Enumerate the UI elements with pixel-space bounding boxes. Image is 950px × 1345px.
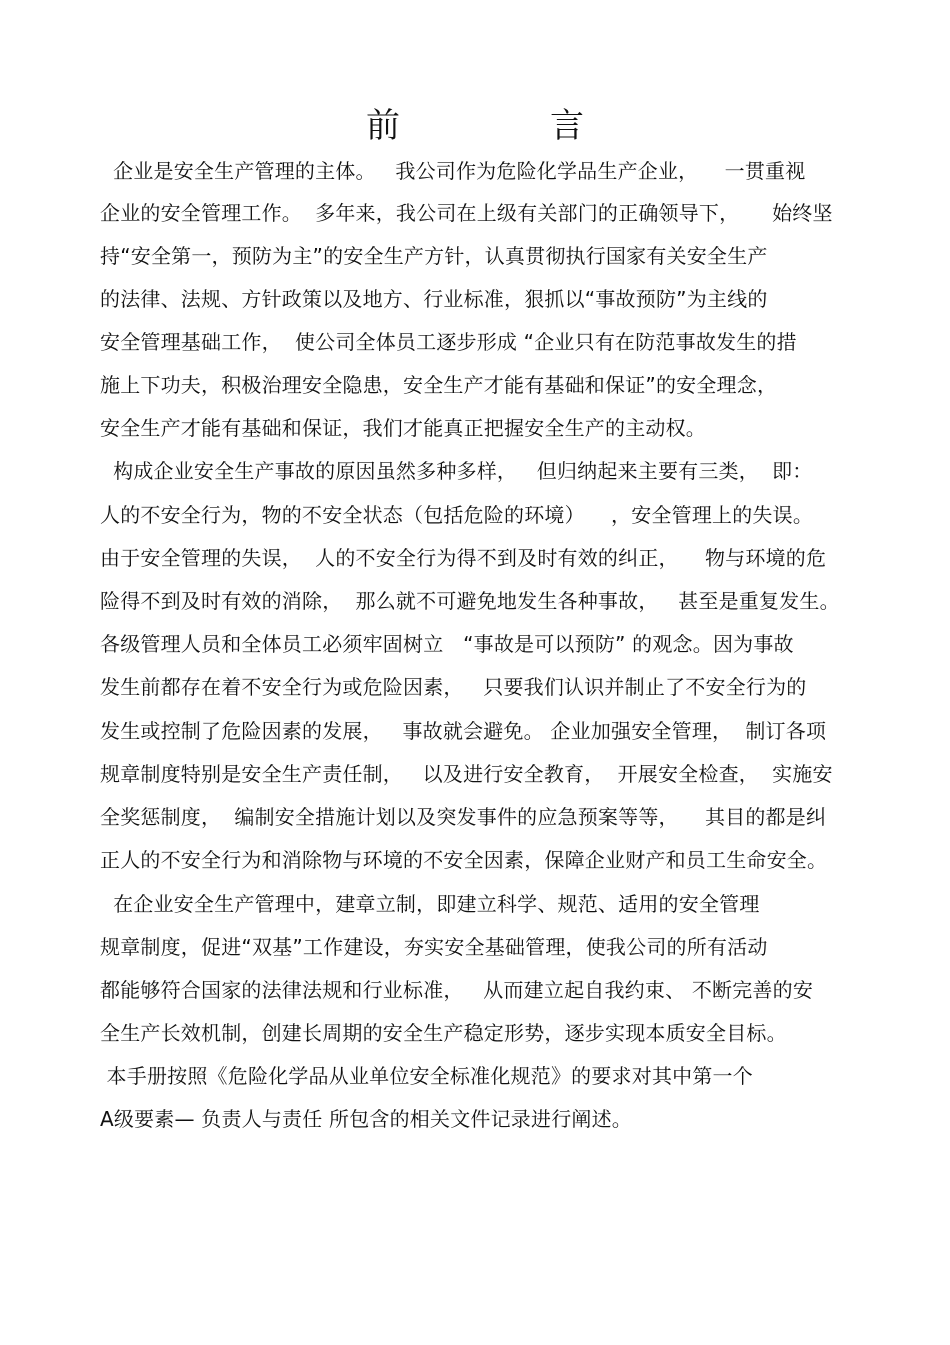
paragraph-line: 企业是安全生产管理的主体。 我公司作为危险化学品生产企业， 一贯重视 xyxy=(100,159,806,183)
paragraph-line: 人的不安全行为，物的不安全状态（包括危险的环境） ，安全管理上的失误。 xyxy=(100,503,814,527)
paragraph-line: 安全生产才能有基础和保证，我们才能真正把握安全生产的主动权。 xyxy=(100,416,706,440)
paragraph-line: 由于安全管理的失误， 人的不安全行为得不到及时有效的纠正， 物与环境的危 xyxy=(100,546,827,570)
paragraph-line: 全生产长效机制，创建长周期的安全生产稳定形势，逐步实现本质安全目标。 xyxy=(100,1021,787,1045)
paragraph-line: 本手册按照《危险化学品从业单位安全标准化规范》的要求对其中第一个 xyxy=(100,1064,753,1088)
paragraph-line: 发生前都存在着不安全行为或危险因素， 只要我们认识并制止了不安全行为的 xyxy=(100,675,807,699)
paragraph-line: 安全管理基础工作， 使公司全体员工逐步形成 “企业只有在防范事故发生的措 xyxy=(100,330,797,354)
paragraph-line: 企业的安全管理工作。 多年来，我公司在上级有关部门的正确领导下， 始终坚 xyxy=(100,201,833,225)
paragraph-line: A级要素— 负责人与责任 所包含的相关文件记录进行阐述。 xyxy=(100,1107,632,1131)
paragraph-line: 施上下功夫，积极治理安全隐患，安全生产才能有基础和保证”的安全理念， xyxy=(100,373,778,397)
paragraph-line: 发生或控制了危险因素的发展， 事故就会避免。 企业加强安全管理， 制订各项 xyxy=(100,719,827,743)
paragraph-line: 的法律、法规、方针政策以及地方、行业标准，狠抓以“事故预防”为主线的 xyxy=(100,287,768,311)
paragraph-line: 全奖惩制度， 编制安全措施计划以及突发事件的应急预案等等， 其目的都是纠 xyxy=(100,805,827,829)
paragraph-line: 险得不到及时有效的消除， 那么就不可避免地发生各种事故， 甚至是重复发生。 xyxy=(100,589,840,613)
paragraph-line: 持“安全第一，预防为主”的安全生产方针，认真贯彻执行国家有关安全生产 xyxy=(100,244,768,268)
paragraph-line: 正人的不安全行为和消除物与环境的不安全因素，保障企业财产和员工生命安全。 xyxy=(100,848,828,872)
paragraph-line: 规章制度特别是安全生产责任制， 以及进行安全教育， 开展安全检查， 实施安 xyxy=(100,762,833,786)
paragraph-line: 构成企业安全生产事故的原因虽然多种多样， 但归纳起来主要有三类， 即： xyxy=(100,459,813,483)
paragraph-line: 各级管理人员和全体员工必须牢固树立 “事故是可以预防” 的观念。因为事故 xyxy=(100,632,794,656)
paragraph-line: 在企业安全生产管理中，建章立制，即建立科学、规范、适用的安全管理 xyxy=(100,892,760,916)
paragraph-line: 都能够符合国家的法律法规和行业标准， 从而建立起自我约束、 不断完善的安 xyxy=(100,978,814,1002)
paragraph-line: 规章制度，促进“双基”工作建设，夯实安全基础管理，使我公司的所有活动 xyxy=(100,935,768,959)
page-title: 前 言 xyxy=(366,106,642,146)
